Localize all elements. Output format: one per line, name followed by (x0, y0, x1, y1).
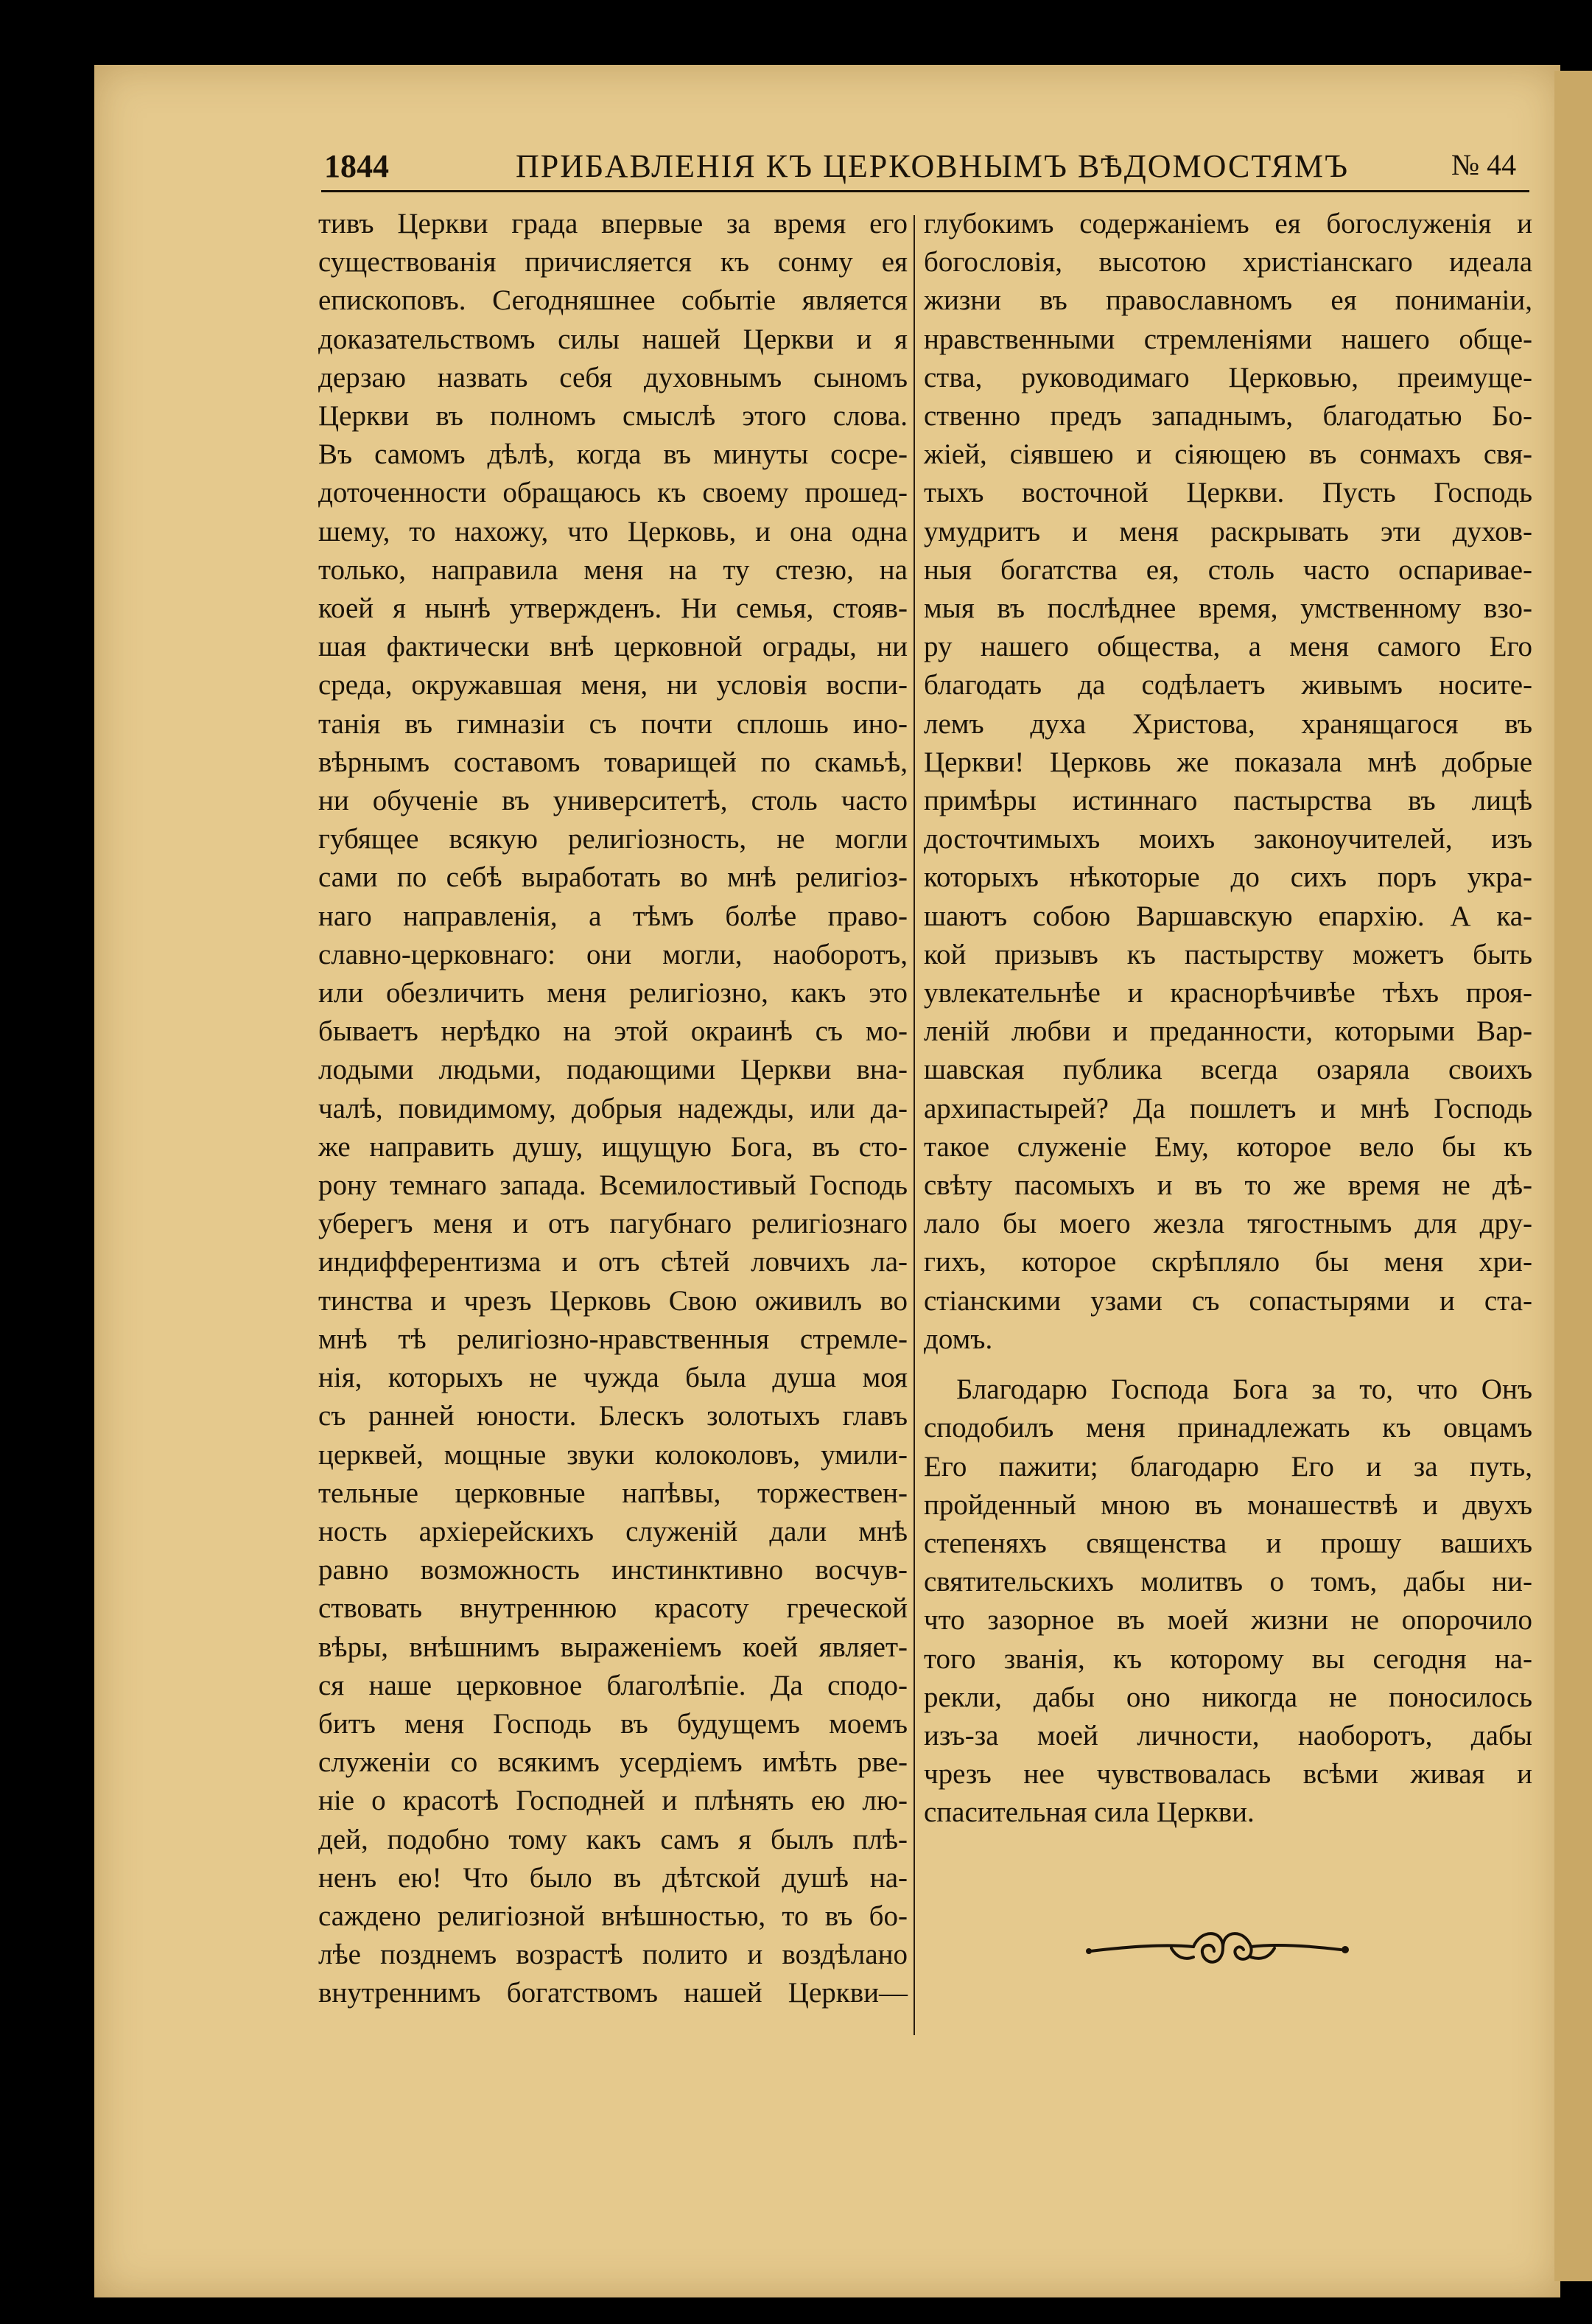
text-line: шаютъ собою Варшавскую епархію. А ка- (924, 900, 1532, 932)
text-line: Церкви въ полномъ смыслѣ этого слова. (318, 400, 908, 433)
text-line: танія въ гимназіи съ почти сплошь ино- (318, 707, 908, 740)
text-line: Его пажити; благодарю Его и за путь, (924, 1450, 1532, 1483)
page-number: 1844 (324, 148, 389, 184)
text-line: доточенности обращаюсь къ своему прошед- (318, 477, 908, 509)
text-line: рону темнаго запада. Всемилостивый Господь (318, 1169, 908, 1202)
text-line: сами по себѣ выработать во мнѣ религіоз- (318, 861, 908, 894)
text-line: лемъ духа Христова, хранящагося въ (924, 707, 1532, 740)
text-line: съ ранней юности. Блескъ золотыхъ главъ (318, 1400, 908, 1432)
text-line: жизни въ православномъ ея пониманіи, (924, 284, 1532, 317)
text-line: лодыми людьми, подающими Церкви вна- (318, 1054, 908, 1086)
text-line: святительскихъ молитвъ о томъ, дабы ни- (924, 1566, 1532, 1598)
text-line: внутреннимъ богатствомъ нашей Церкви— (318, 1977, 908, 2009)
text-line: того званія, къ которому вы сегодня на- (924, 1642, 1532, 1675)
text-line: Въ самомъ дѣлѣ, когда въ минуты сосре- (318, 438, 908, 471)
text-line: славно-церковнаго: они могли, наоборотъ, (318, 938, 908, 970)
text-line: которыхъ нѣкоторые до сихъ поръ укра- (924, 861, 1532, 894)
text-line: служеніи со всякимъ усердіемъ имѣть рве- (318, 1746, 908, 1779)
text-line: губящее всякую религіозность, не могли (318, 823, 908, 855)
text-line: мыя въ послѣднее время, умственному взо- (924, 592, 1532, 625)
text-line: тинства и чрезъ Церковь Свою оживилъ во (318, 1284, 908, 1317)
text-line: ся наше церковное благолѣпіе. Да сподо- (318, 1669, 908, 1701)
text-line: шая фактически внѣ церковной ограды, ни (318, 631, 908, 663)
text-line: лѣе позднемъ возрастѣ полито и воздѣлано (318, 1939, 908, 1971)
text-line: тыхъ восточной Церкви. Пусть Господь (924, 477, 1532, 509)
text-line: ствовать внутреннюю красоту греческой (318, 1592, 908, 1625)
text-line: же направить душу, ищущую Бога, въ сто- (318, 1130, 908, 1163)
text-line: изъ-за моей личности, наоборотъ, дабы (924, 1719, 1532, 1751)
text-line: стіанскими узами съ сопастырями и ста- (924, 1284, 1532, 1317)
text-line: ственно предъ западнымъ, благодатью Бо- (924, 400, 1532, 433)
text-line: шавская публика всегда озаряла своихъ (924, 1054, 1532, 1086)
text-line: примѣры истиннаго пастырства въ лицѣ (924, 785, 1532, 817)
text-line: досточтимыхъ моихъ законоучителей, изъ (924, 823, 1532, 855)
text-line: ру нашего общества, а меня самого Его (924, 631, 1532, 663)
text-line: битъ меня Господь въ будущемъ моемъ (318, 1707, 908, 1740)
text-line: вѣрнымъ составомъ товарищей по скамьѣ, (318, 746, 908, 778)
text-line: вѣры, внѣшнимъ выраженіемъ коей являет- (318, 1631, 908, 1663)
text-line: церквей, мощные звуки колоколовъ, умили- (318, 1438, 908, 1471)
text-line: коей я нынѣ утвержденъ. Ни семья, стояв- (318, 592, 908, 625)
text-line: ства, руководимаго Церковью, преимуще- (924, 361, 1532, 393)
text-line: богословія, высотою христіанскаго идеала (924, 246, 1532, 279)
text-line: ныя богатства ея, столь часто оспаривае- (924, 553, 1532, 586)
text-line: леній любви и преданности, которыми Вар- (924, 1015, 1532, 1048)
text-line: Благодарю Господа Бога за то, что Онъ (956, 1373, 1532, 1406)
text-line: шему, то нахожу, что Церковь, и она одна (318, 515, 908, 547)
text-line: тивъ Церкви града впервые за время его (318, 208, 908, 239)
text-line: благодать да содѣлаетъ живымъ носите- (924, 669, 1532, 701)
running-header (221, 147, 1518, 192)
header-rule (321, 190, 1529, 192)
right-column (924, 205, 1532, 1833)
text-line: лало бы моего жезла тягостнымъ для дру- (924, 1208, 1532, 1240)
text-line: глубокимъ содержаніемъ ея богослуженія и (924, 208, 1532, 239)
text-line: ность архіерейскихъ служеній дали мнѣ (318, 1515, 908, 1547)
text-line: чрезъ нее чувствовалась всѣми живая и (924, 1758, 1532, 1791)
text-line: увлекательнѣе и краснорѣчивѣе тѣхъ проя- (924, 977, 1532, 1009)
text-line: жіей, сіявшею и сіяющею въ сонмахъ свя- (924, 438, 1532, 471)
text-line: епископовъ. Сегодняшнее событіе является (318, 284, 908, 317)
text-line: нія, которыхъ не чужда была душа моя (318, 1362, 908, 1394)
text-line: мнѣ тѣ религіозно-нравственныя стремле- (318, 1323, 908, 1355)
text-line: или обезличить меня религіозно, какъ это (318, 977, 908, 1009)
text-line: равно возможность инстинктивно восчув- (318, 1554, 908, 1586)
text-line: свѣту пасомыхъ и въ то же время не дѣ- (924, 1169, 1532, 1202)
text-line: ніе о красотѣ Господней и плѣнять ею лю- (318, 1785, 908, 1817)
text-line: бываетъ нерѣдко на этой окраинѣ съ мо- (318, 1015, 908, 1048)
text-line: доказательствомъ силы нашей Церкви и я (318, 323, 908, 355)
text-line: Церкви! Церковь же показала мнѣ добрые (924, 746, 1532, 778)
text-line: домъ. (924, 1323, 993, 1355)
text-line: уберегъ меня и отъ пагубнаго религіознаго (318, 1208, 908, 1240)
text-line: саждено религіозной внѣшностью, то въ бо- (318, 1900, 908, 1932)
text-line: нравственными стремленіями нашего обще- (924, 323, 1532, 355)
text-line: такое служеніе Ему, которое вело бы къ (924, 1130, 1532, 1163)
text-line: архипастырей? Да пошлетъ и мнѣ Господь (924, 1092, 1532, 1124)
text-line: пройденный мною въ монашествѣ и двухъ (924, 1488, 1532, 1521)
text-line: гихъ, которое скрѣпляло бы меня хри- (924, 1246, 1532, 1278)
text-line: наго направленія, а тѣмъ болѣе право- (318, 900, 908, 932)
text-line: дерзаю назвать себя духовнымъ сыномъ (318, 361, 908, 393)
text-line: что зазорное въ моей жизни не опорочило (924, 1604, 1532, 1637)
text-line: дей, подобно тому какъ самъ я былъ плѣ- (318, 1823, 908, 1855)
text-line: тельные церковные напѣвы, торжествен- (318, 1477, 908, 1509)
text-line: ненъ ею! Что было въ дѣтской душѣ на- (318, 1861, 908, 1894)
text-line: ни обученіе въ университетѣ, столь часто (318, 785, 908, 817)
text-line: чалѣ, повидимому, добрыя надежды, или да- (318, 1092, 908, 1124)
left-column (318, 205, 908, 2013)
issue-number: № 44 (1451, 148, 1517, 181)
text-line: кой призывъ къ пастырству можетъ быть (924, 938, 1532, 970)
text-line: умудритъ и меня раскрывать эти духов- (924, 515, 1532, 547)
text-line: индифферентизма и отъ сѣтей ловчихъ ла- (318, 1246, 908, 1278)
text-line: сподобилъ меня принадлежать къ овцамъ (924, 1412, 1532, 1444)
text-line: спасительная сила Церкви. (924, 1796, 1255, 1829)
text-line: существованія причисляется къ сонму ея (318, 246, 908, 279)
ornament-icon (1083, 1914, 1363, 1981)
text-line: степеняхъ священства и прошу вашихъ (924, 1527, 1532, 1559)
next-page-edge (1554, 71, 1592, 2281)
text-line: только, направила меня на ту стезю, на (318, 553, 908, 586)
text-line: среда, окружавшая меня, ни условія воспи- (318, 669, 908, 701)
journal-title: ПРИБАВЛЕНІЯ КЪ ЦЕРКОВНЫМЪ ВѢДОМОСТЯМЪ (516, 148, 1350, 184)
text-line: рекли, дабы оно никогда не поносилось (924, 1681, 1532, 1713)
column-divider (914, 215, 915, 2035)
